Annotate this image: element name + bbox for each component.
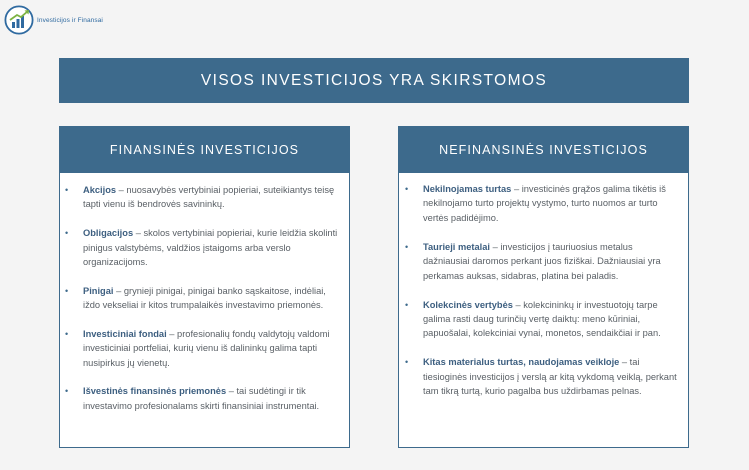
item-description: – tai sudėtingi ir tik investavimo profesionalams skirti finansiniai instrumentai.: [83, 386, 320, 411]
item-description: – investicijos į tauriuosius metalus dažniausiai daromos perkant juos fiziškai. Dažniausiai yra perkamas auksas, sidabras, platina bei paladis.: [423, 241, 661, 281]
financial-investments-panel: [59, 126, 350, 448]
bullet-icon: •: [405, 357, 409, 368]
list-item: [405, 240, 680, 283]
list-item: [65, 327, 339, 370]
list-item: [405, 298, 680, 341]
item-description: – investicinės grąžos galima tikėtis iš nekilnojamo turto projektų vystymo, turto nuomos ar turto vertės padidėjimo.: [423, 184, 666, 223]
item-term: Kolekcinės vertybės: [423, 299, 513, 310]
bullet-icon: •: [405, 184, 409, 194]
panel-title: FINANSINĖS INVESTICIJOS: [109, 143, 300, 157]
panel-title: NEFINANSINĖS INVESTICIJOS: [439, 143, 648, 157]
bullet-icon: •: [65, 228, 69, 239]
investment-list: [399, 173, 688, 399]
panel-header: [60, 127, 349, 173]
bullet-icon: •: [65, 185, 69, 195]
item-term: Nekilnojamas turtas: [423, 184, 512, 194]
item-description: – grynieji pinigai, pinigai banko sąskaitose, indėliai, iždo vekseliai ir kitos trumpalaikės investavimo priemonės.: [83, 285, 326, 311]
bullet-icon: •: [65, 386, 69, 397]
bullet-icon: •: [65, 285, 69, 296]
brand-logo[interactable]: [4, 5, 103, 35]
item-term: Kitas materialus turtas, naudojamas veikloje: [423, 357, 620, 368]
panel-header: [399, 127, 688, 173]
item-term: Išvestinės finansinės priemonės: [83, 386, 227, 397]
list-item: [65, 226, 339, 269]
item-term: Investiciniai fondai: [83, 328, 167, 339]
item-term: Obligacijos: [83, 228, 134, 239]
list-item: [405, 182, 680, 225]
list-item: [65, 183, 339, 212]
item-term: Pinigai: [83, 285, 114, 296]
item-description: – tai tiesioginės investicijos į verslą ar kitą vykdomą veiklą, perkant tam tikrą turtą, kurio pagalba bus uždirbamas pelnas.: [423, 357, 677, 397]
list-item: [65, 384, 339, 413]
item-description: – skolos vertybiniai popieriai, kurie leidžia skolinti pinigus valstybėms, valdžios įstaigoms arba verslo organizacijoms.: [83, 228, 338, 267]
bullet-icon: •: [65, 328, 69, 339]
bullet-icon: •: [405, 299, 409, 310]
page-title-bar: [59, 58, 689, 103]
brand-name: Investicijos ir Finansai: [37, 17, 103, 24]
investment-list: [60, 173, 349, 413]
bullet-icon: •: [405, 241, 409, 252]
list-item: [65, 284, 339, 313]
list-item: [405, 355, 680, 398]
item-description: – kolekcininkų ir investuotojų tarpe galima rasti daug turinčių vertę daiktų: meno kūriniai, papuošalai, kolekciniai vynai, monetos, sendaikčiai ir pan.: [423, 299, 661, 339]
non-financial-investments-panel: [398, 126, 689, 448]
item-description: – nuosavybės vertybiniai popieriai, suteikiantys teisę tapti vienu iš bendrovės savininkų.: [83, 185, 335, 210]
bar-chart-arrow-icon: [4, 5, 34, 35]
page-title: VISOS INVESTICIJOS YRA SKIRSTOMOS: [200, 71, 548, 89]
item-term: Akcijos: [83, 185, 117, 195]
item-term: Taurieji metalai: [423, 241, 490, 252]
item-description: – profesionalių fondų valdytojų valdomi investiciniai portfeliai, kurių vienu iš dalininkų galima tapti nusipirkus jų vienetų.: [83, 328, 330, 368]
